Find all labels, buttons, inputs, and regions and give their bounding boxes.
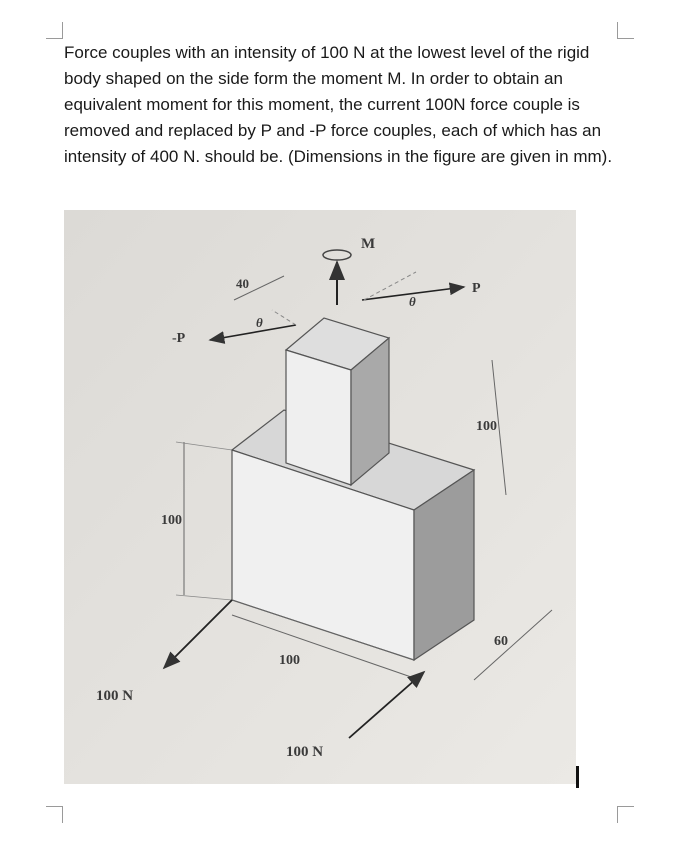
- figure-drawing: [64, 210, 576, 784]
- text-cursor: [576, 766, 579, 788]
- force-100n-bottom-label: 100 N: [286, 744, 324, 760]
- force-100n-left-label: 100 N: [96, 688, 134, 704]
- force-neg-p-label: -P: [172, 331, 186, 346]
- angle-left-label: θ: [256, 315, 263, 330]
- force-p-label: P: [472, 281, 481, 296]
- problem-text-block[interactable]: [64, 40, 624, 170]
- rigid-body-figure: [64, 210, 576, 784]
- dim-40-label: 40: [236, 276, 249, 291]
- page-corner-mark-bottom-right: [617, 806, 634, 823]
- page-corner-mark-bottom-left: [46, 806, 63, 823]
- problem-text: Force couples with an intensity of 100 N at the lowest level of the rigid body shaped on the side form the moment M. In order to obtain an equivalent moment for this moment, the current 100N force couple is removed and replaced by P and -P force couples, each of which has an intensity of 400 N. should be. (Dimensions in the figure are given in mm).: [64, 43, 613, 166]
- upper-block-front-face: [286, 350, 351, 485]
- page-corner-mark-top-right: [617, 22, 634, 39]
- dim-100-right-label: 100: [476, 419, 497, 434]
- dim-100-left-label: 100: [161, 513, 182, 528]
- dim-100-bottom-label: 100: [279, 653, 300, 668]
- page-corner-mark-top-left: [46, 22, 63, 39]
- moment-label: M: [361, 236, 376, 252]
- angle-right-label: θ: [409, 294, 416, 309]
- dim-60-label: 60: [494, 634, 508, 649]
